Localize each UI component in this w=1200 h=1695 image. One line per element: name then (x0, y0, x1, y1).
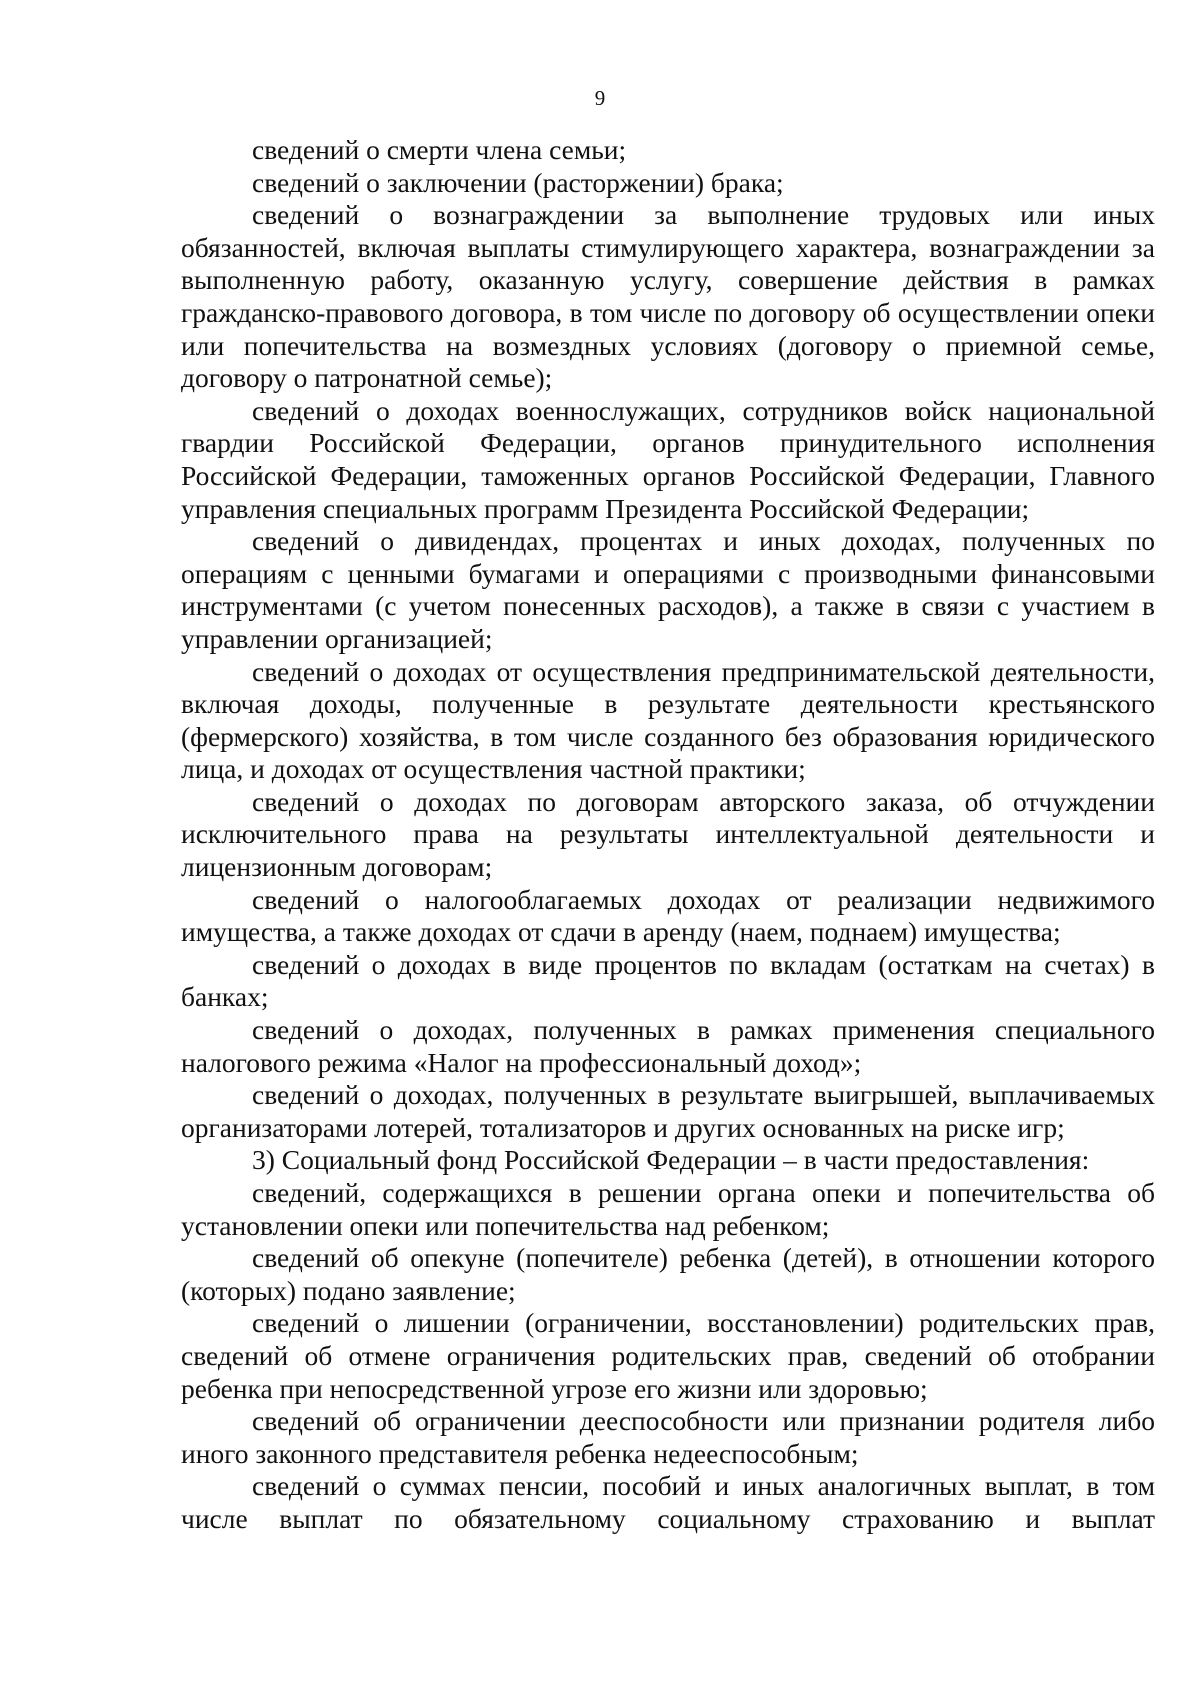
paragraph: сведений о доходах в виде процентов по вкладам (остаткам на счетах) в банках; (181, 948, 1155, 1013)
paragraph: сведений о доходах от осуществления предпринимательской деятельности, включая доходы, полученные в результате деятельности крестьянского (фермерского) хозяйства, в том числе созданного без образования юридического лица, и доходах от осуществления частной практики; (181, 655, 1155, 785)
paragraph: сведений о заключении (расторжении) брака; (252, 166, 784, 198)
paragraph: сведений о смерти члена семьи; (252, 134, 627, 165)
paragraph-continued: сведений о суммах пенсии, пособий и иных аналогичных выплат, в том числе выплат по обязательному социальному страхованию и выплат (181, 1470, 1155, 1534)
paragraph: сведений об опекуне (попечителе) ребенка (детей), в отношении которого (которых) подано заявление; (181, 1242, 1155, 1306)
paragraph: сведений, содержащихся в решении органа опеки и попечительства об установлении опеки или попечительства над ребенком; (181, 1177, 1155, 1241)
paragraph: сведений об ограничении дееспособности или признании родителя либо иного законного представителя ребенка недееспособным; (181, 1405, 1155, 1469)
paragraph: сведений о вознаграждении за выполнение трудовых или иных обязанностей, включая выплаты стимулирующего характера, вознаграждении за выполненную работу, оказанную услугу, совершение действия в рамках гражданско-правового договора, в том числе по договору об осуществлении опеки или попечительства на возмездных условиях (договору о приемной семье, договору о патронатной семье); (181, 199, 1155, 394)
paragraph: сведений о доходах по договорам авторского заказа, об отчуждении исключительного права на результаты интеллектуальной деятельности и лицензионным договорам; (181, 785, 1155, 883)
paragraph: сведений о доходах военнослужащих, сотрудников войск национальной гвардии Российской Федерации, органов принудительного исполнения Российской Федерации, таможенных органов Российской Федерации, Главного управления специальных программ Президента Российской Федерации; (181, 394, 1155, 524)
paragraph: сведений о налогооблагаемых доходах от реализации недвижимого имущества, а также доходах от сдачи в аренду (наем, поднаем) имущества; (181, 883, 1155, 948)
section-heading: 3) Социальный фонд Российской Федерации – в части предоставления: (252, 1144, 1090, 1176)
document-body (181, 134, 1155, 1536)
paragraph: сведений о лишении (ограничении, восстановлении) родительских прав, сведений об отмене ограничения родительских прав, сведений об отобрании ребенка при непосредственной угрозе его жизни или здоровью; (181, 1307, 1155, 1404)
page-number: 9 (594, 86, 606, 110)
paragraph: сведений о дивидендах, процентах и иных доходах, полученных по операциям с ценными бумагами и операциями с производными финансовыми инструментами (с учетом понесенных расходов), а также в связи с участием в управлении организацией; (181, 525, 1155, 654)
paragraph: сведений о доходах, полученных в рамках применения специального налогового режима «Налог на профессиональный доход»; (181, 1014, 1155, 1078)
paragraph: сведений о доходах, полученных в результате выигрышей, выплачиваемых организаторами лотерей, тотализаторов и других основанных на риске игр; (181, 1079, 1155, 1143)
